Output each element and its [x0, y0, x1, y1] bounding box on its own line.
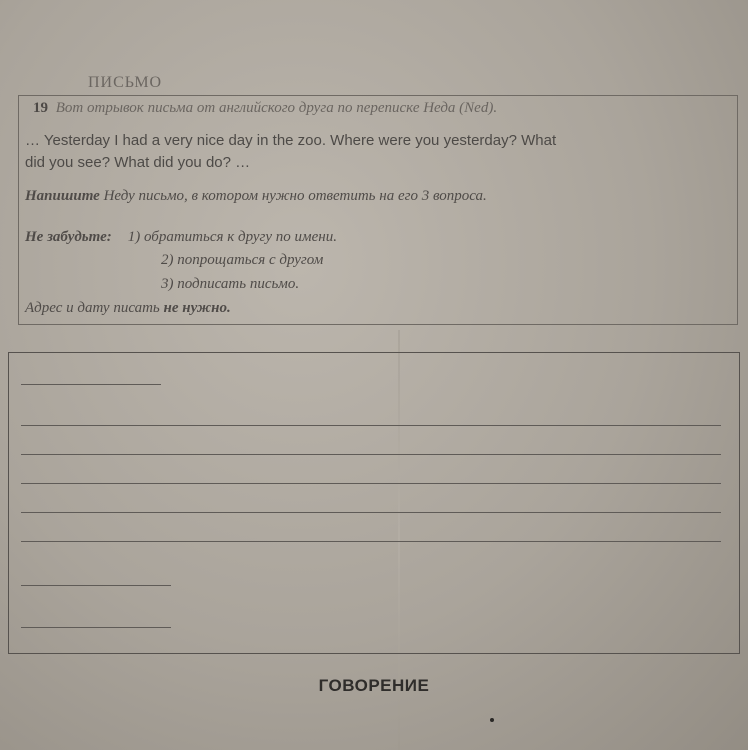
next-section-title: ГОВОРЕНИЕ: [318, 676, 430, 695]
task-intro: Вот отрывок письма от английского друга по переписке Неда (Ned).: [55, 100, 498, 116]
address-note-emphasis: не нужно.: [163, 300, 231, 316]
writing-line-short[interactable]: [21, 627, 171, 628]
reminder-item-3: 3) подписать письмо.: [161, 276, 300, 292]
writing-line[interactable]: [21, 541, 721, 542]
address-note: [25, 300, 231, 317]
section-title: ПИСЬМО: [88, 74, 163, 91]
reminder-item-1: 1) обратиться к другу по имени.: [127, 229, 337, 245]
writing-line-short[interactable]: [21, 585, 171, 586]
ink-dot: [490, 718, 494, 722]
task-number: 19: [33, 100, 48, 116]
answer-writing-area[interactable]: [8, 352, 740, 654]
writing-line[interactable]: [21, 512, 721, 513]
reminder-item-2: 2) попрощаться с другом: [161, 252, 324, 268]
reminder-line-1: [25, 229, 337, 246]
writing-line-short-top[interactable]: [21, 384, 161, 385]
instruction-text: Неду письмо, в котором нужно ответить на его 3 вопроса.: [99, 188, 487, 204]
writing-line[interactable]: [21, 454, 721, 455]
writing-line[interactable]: [21, 483, 721, 484]
task-intro-line: [33, 100, 497, 117]
letter-excerpt-line-1: … Yesterday I had a very nice day in the zoo. Where were you yesterday? What: [25, 132, 557, 149]
writing-line[interactable]: [21, 425, 721, 426]
letter-excerpt-line-2: did you see? What did you do? …: [25, 154, 251, 171]
instruction-verb: Напишите: [25, 188, 100, 204]
reminder-label: Не забудьте:: [25, 229, 112, 245]
address-note-text: Адрес и дату писать: [25, 300, 164, 316]
task-instruction: [25, 188, 487, 205]
task-box: [18, 95, 738, 325]
